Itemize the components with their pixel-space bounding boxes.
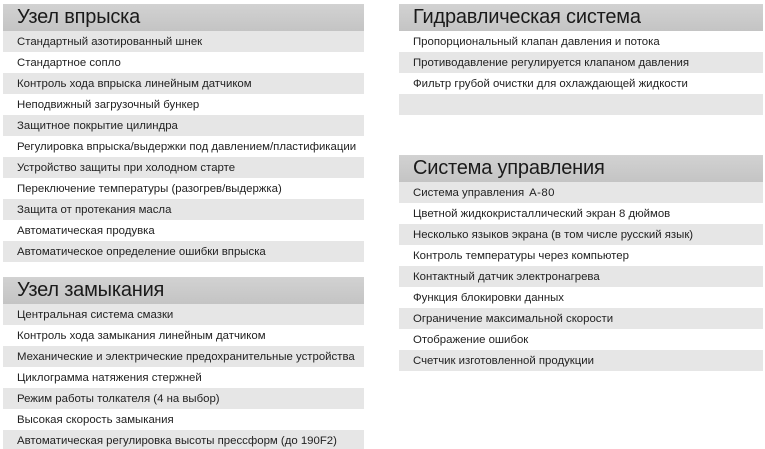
feature-item: Контроль хода впрыска линейным датчиком bbox=[3, 73, 364, 94]
feature-item: Контактный датчик электронагрева bbox=[399, 266, 763, 287]
feature-item: Цветной жидкокристаллический экран 8 дюймов bbox=[399, 203, 763, 224]
feature-item: Автоматическое определение ошибки впрыска bbox=[3, 241, 364, 262]
feature-item: Функция блокировки данных bbox=[399, 287, 763, 308]
feature-item-empty bbox=[399, 94, 763, 115]
feature-item: Отображение ошибок bbox=[399, 329, 763, 350]
feature-item: Стандартное сопло bbox=[3, 52, 364, 73]
control-system-panel bbox=[399, 155, 763, 371]
feature-item: Высокая скорость замыкания bbox=[3, 409, 364, 430]
control-model-prefix: Система управления bbox=[413, 186, 525, 199]
feature-item: Ограничение максимальной скорости bbox=[399, 308, 763, 329]
feature-item: Режим работы толкателя (4 на выбор) bbox=[3, 388, 364, 409]
feature-item: Счетчик изготовленной продукции bbox=[399, 350, 763, 371]
feature-item: Пропорциональный клапан давления и потока bbox=[399, 31, 763, 52]
feature-item: Переключение температуры (разогрев/выдержка) bbox=[3, 178, 364, 199]
feature-item: Стандартный азотированный шнек bbox=[3, 31, 364, 52]
feature-item: Центральная система смазки bbox=[3, 304, 364, 325]
injection-unit-panel bbox=[3, 4, 364, 262]
feature-item-control-model bbox=[399, 182, 763, 203]
clamping-unit-panel bbox=[3, 277, 364, 449]
feature-item: Автоматическая продувка bbox=[3, 220, 364, 241]
feature-item: Механические и электрические предохранительные устройства bbox=[3, 346, 364, 367]
hydraulic-system-title: Гидравлическая система bbox=[399, 4, 763, 31]
control-system-title: Система управления bbox=[399, 155, 763, 182]
feature-item: Защитное покрытие цилиндра bbox=[3, 115, 364, 136]
feature-item: Автоматическая регулировка высоты прессформ (до 190F2) bbox=[3, 430, 364, 449]
feature-item: Контроль хода замыкания линейным датчиком bbox=[3, 325, 364, 346]
feature-item: Защита от протекания масла bbox=[3, 199, 364, 220]
feature-item: Регулировка впрыска/выдержки под давлением/пластификации bbox=[3, 136, 364, 157]
feature-item: Устройство защиты при холодном старте bbox=[3, 157, 364, 178]
injection-unit-title: Узел впрыска bbox=[3, 4, 364, 31]
feature-item: Фильтр грубой очистки для охлаждающей жидкости bbox=[399, 73, 763, 94]
feature-item: Циклограмма натяжения стержней bbox=[3, 367, 364, 388]
feature-item: Несколько языков экрана (в том числе русский язык) bbox=[399, 224, 763, 245]
clamping-unit-title: Узел замыкания bbox=[3, 277, 364, 304]
feature-item: Противодавление регулируется клапаном давления bbox=[399, 52, 763, 73]
hydraulic-system-panel bbox=[399, 4, 763, 115]
feature-item: Неподвижный загрузочный бункер bbox=[3, 94, 364, 115]
feature-item: Контроль температуры через компьютер bbox=[399, 245, 763, 266]
control-model-name: A-80 bbox=[529, 186, 555, 199]
